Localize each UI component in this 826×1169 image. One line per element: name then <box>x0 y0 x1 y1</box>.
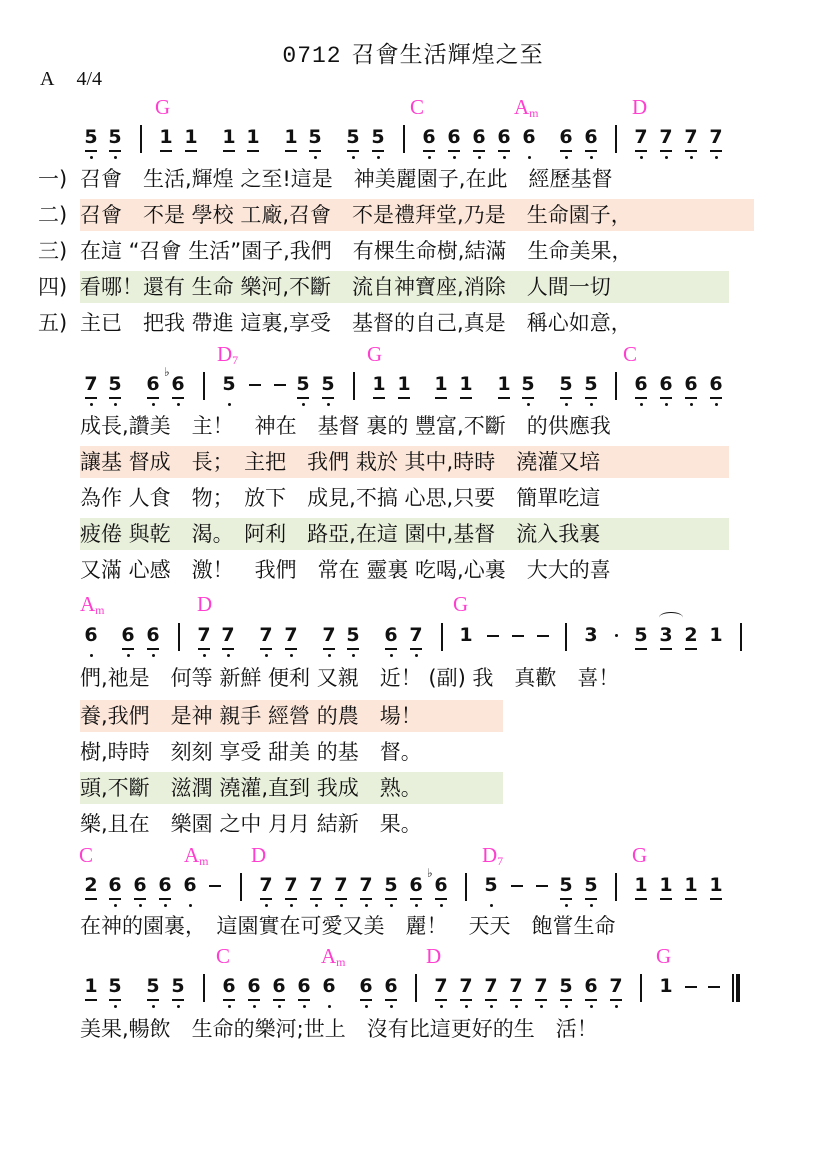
chord-label: C <box>79 843 94 867</box>
verse-label: 一) <box>38 167 68 191</box>
chord-label: D <box>632 95 648 119</box>
chord-label: G <box>155 95 171 119</box>
chord-label: D <box>251 843 267 867</box>
lyric-line-v4: 疲倦 與乾 渴。 阿利 路亞,在這 園中,基督 流入我裏 <box>80 518 729 550</box>
chord-label: C <box>410 95 425 119</box>
lyric-line-v5: 又滿 心感 激！ 我們 常在 靈裏 吃喝,心裏 大大的喜 <box>80 558 611 582</box>
verse-label: 五) <box>38 311 68 335</box>
lyric-line: 美果,暢飲 生命的樂河;世上 沒有比這更好的生 活！ <box>80 1017 598 1041</box>
notation-line: 6 6 6 7 7 7 7 7 5 6 7 1 3 5 3 2 1 <box>0 624 826 664</box>
lyric-line: 在神的園裏， 這園實在可愛又美 麗！ 天天 飽嘗生命 <box>80 914 616 938</box>
key-signature: A <box>40 68 55 90</box>
chord-label: G <box>632 843 648 867</box>
chord-label: $A_m$ <box>514 95 539 120</box>
lyric-line-v4: 看哪！還有 生命 樂河,不斷 流自神寶座,消除 人間一切 <box>80 271 729 303</box>
lyric-line-v3: 樹,時時 刻刻 享受 甜美 的基 督。 <box>80 740 422 764</box>
lyric-line-v2: 養,我們 是神 親手 經營 的農 場！ <box>80 700 503 732</box>
key-and-time <box>40 68 124 91</box>
song-number: 0712 <box>282 43 342 69</box>
lyric-line-v5: 樂,且在 樂園 之中 月月 結新 果。 <box>80 812 422 836</box>
verse-label: 二) <box>38 203 68 227</box>
chord-label: D <box>197 592 213 616</box>
lyric-line-v4: 頭,不斷 滋潤 澆灌,直到 我成 熟。 <box>80 772 503 804</box>
lyric-line-v3: 為作 人食 物； 放下 成見,不搞 心思,只要 簡單吃這 <box>80 486 601 510</box>
chord-label: C <box>216 944 231 968</box>
notation-line: 2 6 6 6 6 7 7 7 7 7 5 6 ♭ 6 5 5 5 1 1 1 1 <box>0 874 826 914</box>
notation-line: 5 5 1 1 1 1 1 5 5 5 6 6 6 6 6 6 6 7 7 7 7 <box>0 126 826 166</box>
chord-label: $A_m$ <box>184 843 209 868</box>
lyric-line-v5: 主已 把我 帶進 這裏,享受 基督的自己,真是 稱心如意， <box>80 311 632 335</box>
lyric-line-v3: 在這 “召會 生活”園子,我們 有棵生命樹,結滿 生命美果， <box>80 239 633 263</box>
time-signature: 4/4 <box>76 68 103 90</box>
lyric-line-v2: 讓基 督成 長； 主把 我們 栽於 其中,時時 澆灌又培 <box>80 446 729 478</box>
chord-label: $A_m$ <box>80 592 105 617</box>
chord-label: $A_m$ <box>321 944 346 969</box>
lyric-line-v1: 成長,讚美 主！ 神在 基督 裏的 豐富,不斷 的供應我 <box>80 414 611 438</box>
chord-label: G <box>367 342 383 366</box>
lyric-line-v1: 召會 生活,輝煌 之至!這是 神美麗園子,在此 經歷基督 <box>80 167 613 191</box>
lyric-line-v1: 們,祂是 何等 新鮮 便利 又親 近！ (副) 我 真歡 喜！ <box>80 666 620 690</box>
chord-label: G <box>453 592 469 616</box>
song-title <box>0 36 826 69</box>
chord-label: $D_7$ <box>482 843 504 868</box>
notation-line: 7 5 6 ♭ 6 5 5 5 1 1 1 1 1 5 5 5 6 6 6 6 <box>0 373 826 413</box>
lyric-line-v2: 召會 不是 學校 工廠,召會 不是禮拜堂,乃是 生命園子， <box>80 199 754 231</box>
song-title-text: 召會生活輝煌之至 <box>351 42 544 68</box>
chord-label: D <box>426 944 442 968</box>
chord-label: G <box>656 944 672 968</box>
verse-label: 三) <box>38 239 68 263</box>
chord-label: $D_7$ <box>217 342 239 367</box>
chord-label: C <box>623 342 638 366</box>
verse-label: 四) <box>38 275 68 299</box>
notation-line: 1 5 5 5 6 6 6 6 6 6 6 7 7 7 7 7 5 6 7 1 <box>0 975 826 1015</box>
